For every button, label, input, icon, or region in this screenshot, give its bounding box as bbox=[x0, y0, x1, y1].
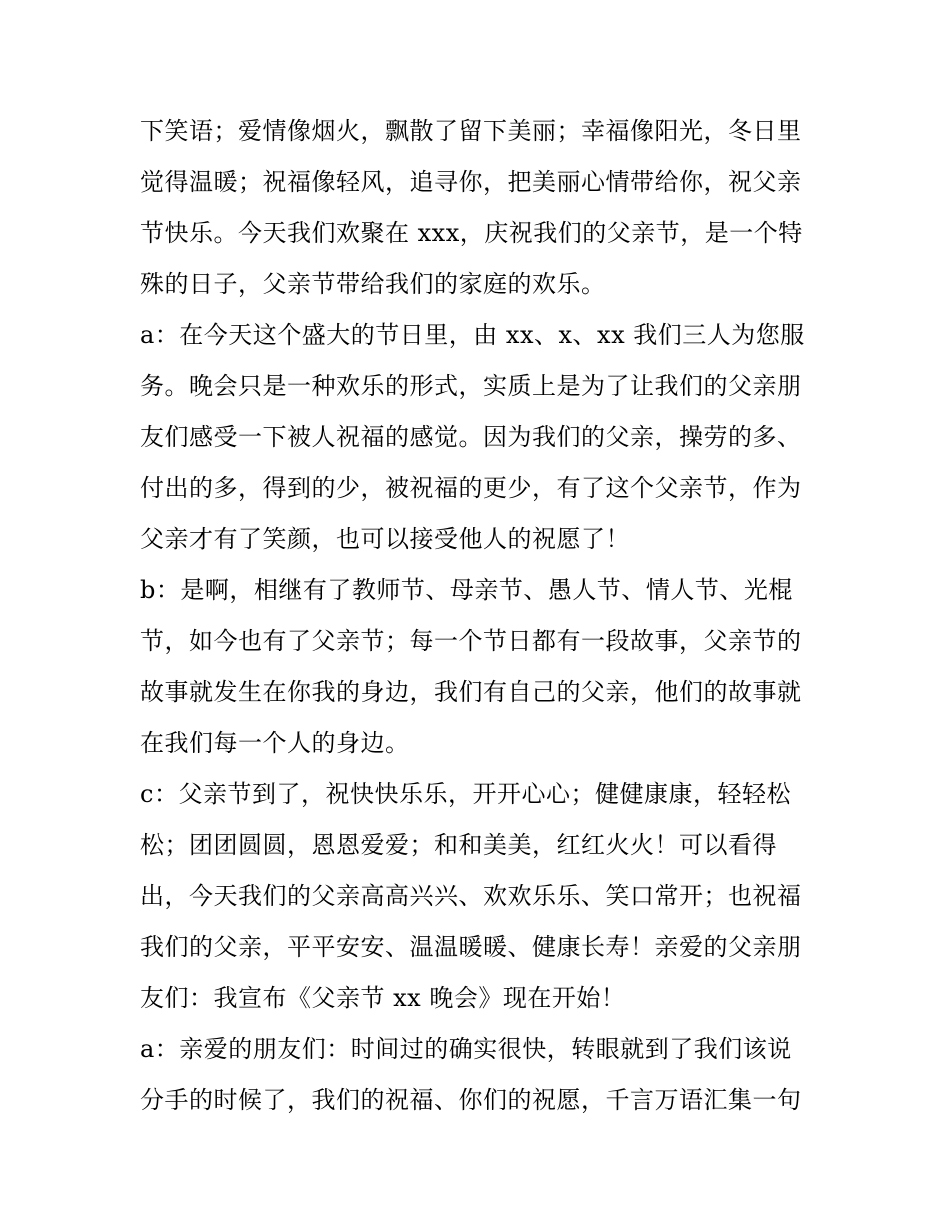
text-line: 付出的多，得到的少，被祝福的更少，有了这个父亲节，作为 bbox=[140, 474, 802, 502]
text-line: 我们的父亲，平平安安、温温暖暖、健康长寿！亲爱的父亲朋 bbox=[140, 933, 802, 961]
text-line: 节快乐。今天我们欢聚在 xxx，庆祝我们的父亲节，是一个特 bbox=[140, 219, 803, 247]
text-line: b：是啊，相继有了教师节、母亲节、愚人节、情人节、光棍 bbox=[140, 576, 793, 604]
text-line: 务。晚会只是一种欢乐的形式，实质上是为了让我们的父亲朋 bbox=[140, 372, 802, 400]
text-line: 分手的时候了，我们的祝福、你们的祝愿，千言万语汇集一句 bbox=[140, 1086, 802, 1114]
text-line: 松；团团圆圆，恩恩爱爱；和和美美，红红火火！可以看得 bbox=[140, 831, 777, 859]
text-line: c：父亲节到了，祝快快乐乐，开开心心；健健康康，轻轻松 bbox=[140, 780, 791, 808]
text-line: 故事就发生在你我的身边，我们有自己的父亲，他们的故事就 bbox=[140, 678, 802, 706]
text-line: 下笑语；爱情像烟火，飘散了留下美丽；幸福像阳光，冬日里 bbox=[140, 117, 802, 145]
document-body bbox=[140, 106, 820, 1126]
text-line: 殊的日子，父亲节带给我们的家庭的欢乐。 bbox=[140, 270, 606, 298]
text-line: a：亲爱的朋友们：时间过的确实很快，转眼就到了我们该说 bbox=[140, 1035, 792, 1063]
text-line: 友们：我宣布《父亲节 xx 晚会》现在开始！ bbox=[140, 984, 626, 1012]
text-line: 觉得温暖；祝福像轻风，追寻你，把美丽心情带给你，祝父亲 bbox=[140, 168, 802, 196]
text-line: 父亲才有了笑颜，也可以接受他人的祝愿了！ bbox=[140, 525, 630, 553]
text-line: a：在今天这个盛大的节日里，由 xx、x、xx 我们三人为您服 bbox=[140, 321, 805, 349]
text-line: 节，如今也有了父亲节；每一个节日都有一段故事，父亲节的 bbox=[140, 627, 802, 655]
text-line: 友们感受一下被人祝福的感觉。因为我们的父亲，操劳的多、 bbox=[140, 423, 802, 451]
text-line: 在我们每一个人的身边。 bbox=[140, 729, 410, 757]
text-line: 出，今天我们的父亲高高兴兴、欢欢乐乐、笑口常开；也祝福 bbox=[140, 882, 802, 910]
